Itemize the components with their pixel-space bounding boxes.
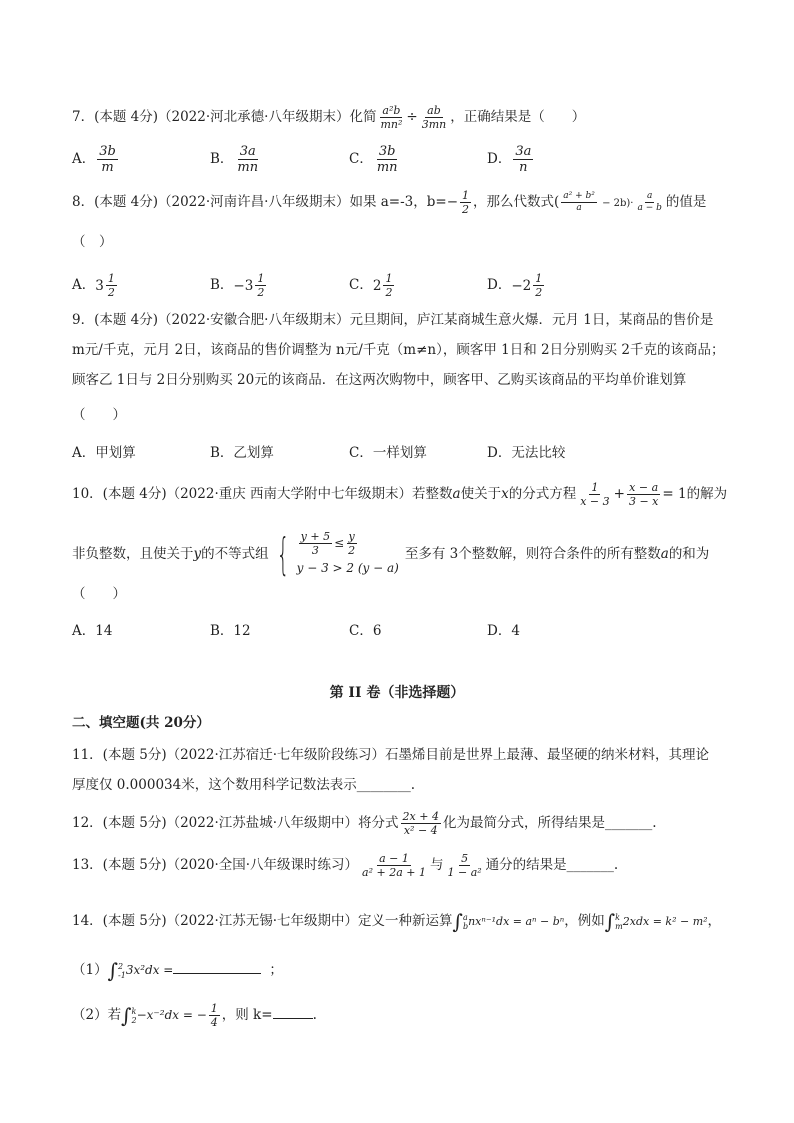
section-subtitle: 二、填空题(共 20分） [72,715,210,731]
q11-line1: 11．(本题 5分)（2022·江苏宿迁·七年级阶段练习）石墨烯目前是世界上最薄、最坚硬的纳米材料，其理论 [72,747,710,763]
q8-answer-paren: （ ） [72,234,113,250]
q7-stem-suffix: ，正确结果是（ ） [450,109,586,125]
q14-sub2-blank[interactable] [273,1018,313,1019]
q14-sub2: （2）若∫ k 2 −x⁻²dx = − $\frac{1}{4}$ ，则 k= . [72,1002,317,1029]
q14-sub1: （1）∫ 2 -1 3x²dx = ； [72,958,283,983]
q8-option-b[interactable]: B． −3 $\frac{1}{2}$ [210,272,265,299]
q13-stem: 13．(本题 5分)（2020·全国·八年级课时练习） $\frac{a - 1}{\text{a² + 2a + 1}}$ 与 $\frac{5}{\text{1 − a²}}$ 通分的结果是_______. [72,852,619,879]
q7-option-d[interactable]: D． $\frac{3a}{n}$ [487,144,532,175]
q12-stem: 12．(本题 5分)（2022·江苏盐城·八年级期中）将分式 $\frac{2x + 4}{\text{x² − 4}}$ 化为最简分式，所得结果是_______. [72,810,657,837]
q9-option-b[interactable]: B．乙划算 [210,445,274,461]
q9-line1: 9．(本题 4分)（2022·安徽合肥·八年级期末）元旦期间，庐江某商城生意火爆．元月 1日，某商品的售价是 [72,312,714,328]
q7-option-c[interactable]: C． $\frac{3b}{mn}$ [349,144,398,175]
q7-frac2: $\frac{ab}{3mn}$ [421,104,447,131]
q10-option-c[interactable]: C．6 [349,623,382,639]
q10-option-d[interactable]: D．4 [487,623,520,639]
q10-option-a[interactable]: A．14 [72,623,113,639]
q9-line2: m元/千克，元月 2日，该商品的售价调整为 n元/千克（m≠n），顾客甲 1日和 2日分别购买 2千克的该商品； [72,342,725,358]
q11-line2: 厚度仅 0.000034米，这个数用科学记数法表示________. [72,777,415,793]
q8-stem: 8．(本题 4分)（2022·河南许昌·八年级期末）如果 a=-3，b=− $\frac{1}{2}$ ，那么代数式( $\frac{\text{a² + b²}}{a}$ − 2b)· $\frac{a}{a - b}$ 的值是 [72,189,707,216]
q10-inequality-system: { $\frac{y + 5}{3}$ ≤ $\frac{y}{2}$ y − 3 > 2 (y − a) [276,528,399,580]
q8-option-c[interactable]: C． 2 $\frac{1}{2}$ [349,272,393,299]
integral-sign: ∫ [121,1003,132,1028]
q14-sub1-blank[interactable] [173,973,261,974]
q9-line3: 顾客乙 1日与 2日分别购买 20元的该商品．在这两次购物中，顾客甲、乙购买该商品的平均单价谁划算 [72,372,687,388]
q8-option-a[interactable]: A． 3 $\frac{1}{2}$ [72,272,115,299]
section-title: 第 II 卷（非选择题） [329,685,465,701]
q10-option-b[interactable]: B．12 [210,623,251,639]
q7-option-b[interactable]: B． $\frac{3a}{mn}$ [210,144,259,175]
q7-option-a[interactable]: A． $\frac{3b}{m}$ [72,144,116,175]
q7-stem [72,104,585,131]
q7-stem-prefix: 7．(本题 4分)（2022·河北承德·八年级期末）化简 [72,109,377,125]
q10-answer-paren: （ ） [72,586,126,602]
integral-sign: ∫ [107,958,119,983]
integral-sign: ∫ [604,909,616,934]
q7-frac1: $\frac{\text{a²b}}{\text{mn²}}$ [380,104,403,131]
q9-option-c[interactable]: C．一样划算 [349,445,427,461]
q9-answer-paren: （ ） [72,407,126,423]
q7-op: ÷ [406,109,418,125]
q9-option-d[interactable]: D．无法比较 [487,445,566,461]
integral-sign: ∫ [452,909,463,934]
q10-line2: 非负整数，且使关于y的不等式组 { $\frac{y + 5}{3}$ ≤ $\frac{y}{2}$ y − 3 > 2 (y − a) 至多有 3个整数解，则符合条件的所有整数a的和为 [72,528,710,580]
q10-line1: 10．(本题 4分)（2022·重庆 西南大学附中七年级期末）若整数a使关于x的分式方程 $\frac{1}{x - 3}$ + $\frac{x - a}{3 - x}$ = 1的解为 [72,481,728,508]
q14-stem: 14．(本题 5分)（2022·江苏无锡·七年级期中）定义一种新运算∫ a b nxⁿ⁻¹dx = aⁿ − bⁿ，例如∫ k m 2xdx = k² − m²， [72,909,722,934]
q8-option-d[interactable]: D． −2 $\frac{1}{2}$ [487,272,543,299]
q8-b-frac: $\frac{1}{2}$ [462,189,470,216]
q9-option-a[interactable]: A．甲划算 [72,445,136,461]
